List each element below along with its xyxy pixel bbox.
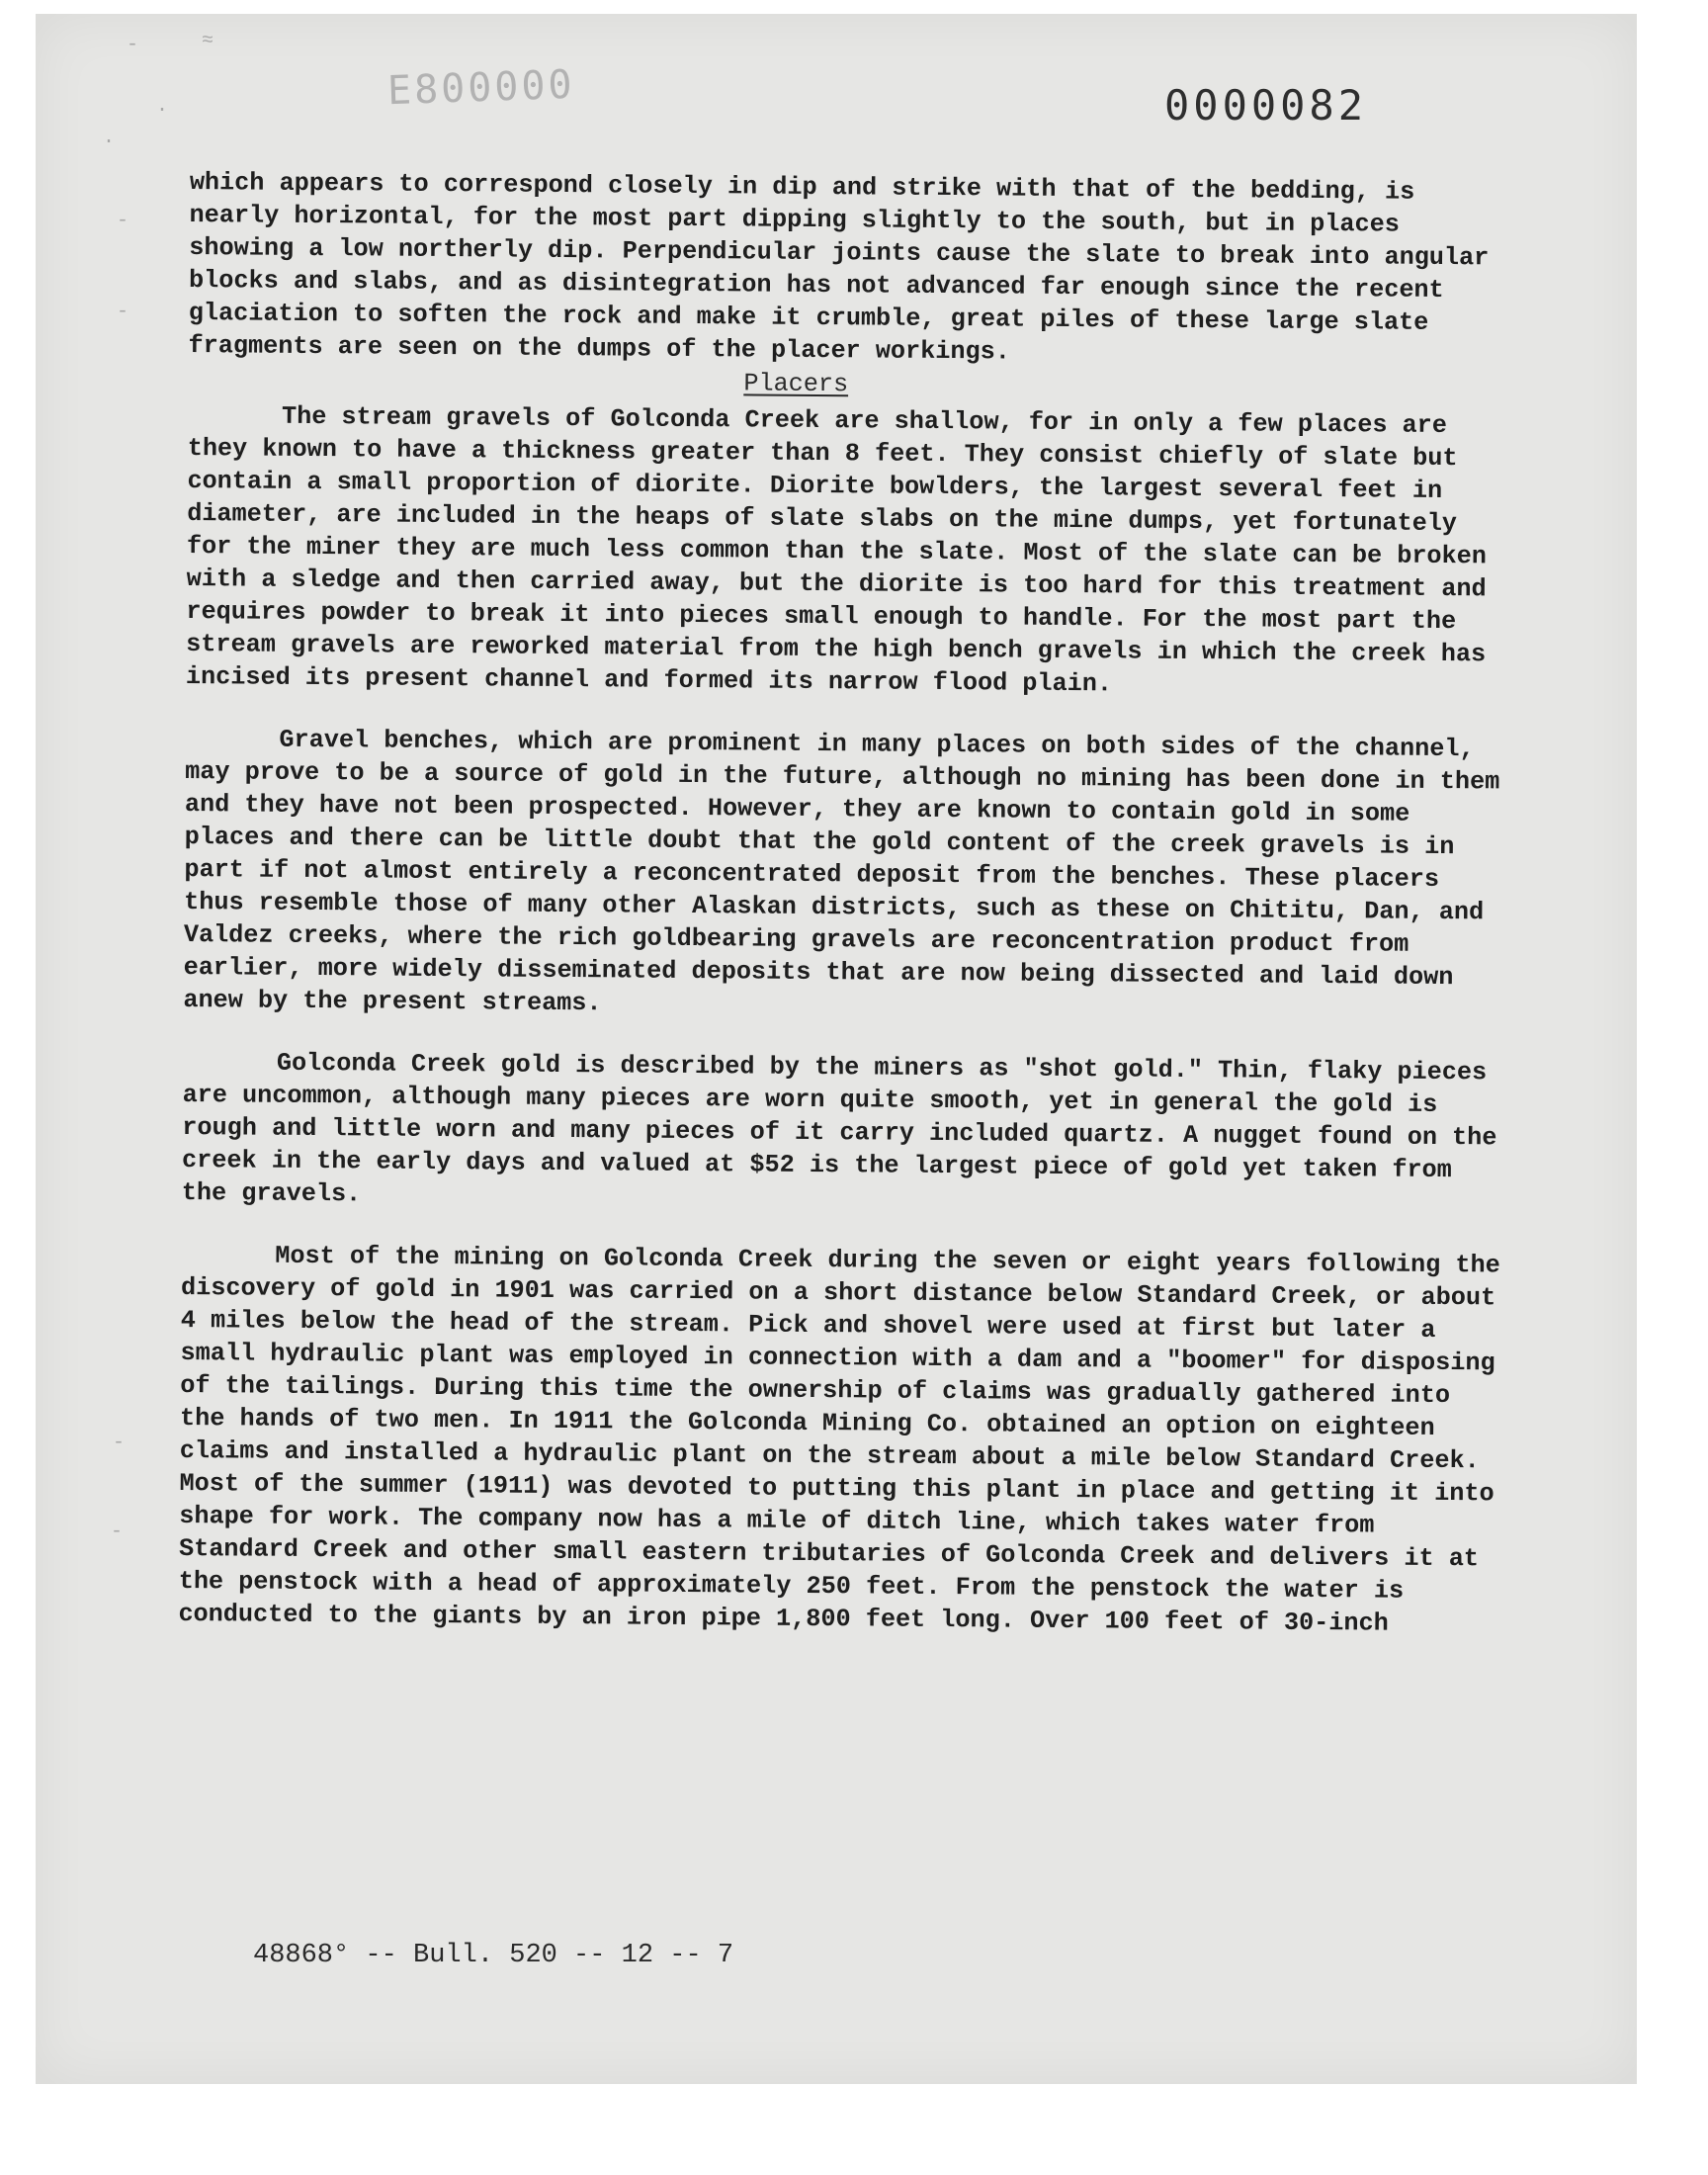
margin-mark: - xyxy=(117,301,129,323)
margin-mark: - xyxy=(113,1432,126,1454)
margin-mark: - xyxy=(111,1521,124,1543)
paragraph-stream-gravels: The stream gravels of Golconda Creek are shallow, for in only a few places are they known to have a thickness greater than 8 feet. They consist chiefly of slate but contain a small proportion of diorite. Diorite bowlders, the largest several feet in diameter, are included in the heaps of slate slabs on the mine dumps, yet fortunately for the miner they are much less common than the slate. Most of the slate can be broken with a sledge and then carried away, but the diorite is too hard for this treatment and requires powder to break it into pieces small enough to handle. For the most part the stream gravels are reworked material from the high bench gravels in which the creek has incised its present channel and formed its narrow flood plain. xyxy=(185,401,1488,699)
section-heading-text: Placers xyxy=(743,369,849,399)
document-body xyxy=(178,166,1514,1640)
document-stamp-left: E800000 xyxy=(386,61,576,115)
page-number-stamp: 0000082 xyxy=(1164,81,1368,130)
margin-mark: - xyxy=(117,210,129,232)
paragraph-gravel-benches: Gravel benches, which are prominent in many places on both sides of the channel, may prove to be a source of gold in the future, although no mining has been done in them and they have not been prospected. However, they are known to contain gold in some places and there can be little doubt that the gold content of the creek gravels is in part if not almost entirely a reconcentrated deposit from the benches. These placers thus resemble those of many other Alaskan districts, such as these on Chititu, Dan, and Valdez creeks, where the rich goldbearing gravels are reconcentration product from earlier, more widely disseminated deposits that are now being dissected and laid down anew by the present streams. xyxy=(183,725,1500,1018)
paragraph-shot-gold: Golconda Creek gold is described by the miners as "shot gold." Thin, flaky pieces are uncommon, although many pieces are worn quite smooth, yet in general the gold is rough and little worn and many pieces of it carry included quartz. A nugget found on the creek in the early days and valued at $52 is the largest piece of gold yet taken from the gravels. xyxy=(181,1048,1497,1209)
margin-mark: · xyxy=(103,130,116,153)
opening-paragraph: which appears to correspond closely in dip and strike with that of the bedding, is nearly horizontal, for the most part dipping slightly to the south, but in places showing a low northerly dip. Perpendicular joints cause the slate to break into angular blocks and slabs, and as disintegration has not advanced far enough since the recent glaciation to soften the rock and make it crumble, great piles of these large slate fragments are seen on the dumps of the placer workings. xyxy=(188,167,1490,367)
margin-mark: - xyxy=(127,34,139,56)
page-footer: 48868° -- Bull. 520 -- 12 -- 7 xyxy=(253,1941,734,1970)
margin-mark: ≈ xyxy=(202,30,214,52)
margin-mark: · xyxy=(156,99,169,122)
paragraph-mining-history: Most of the mining on Golconda Creek during the seven or eight years following the discovery of gold in 1901 was carried on a short distance below Standard Creek, or about 4 miles below the head of the stream. Pick and shovel were used at first but later a small hydraulic plant was employed in connection with a dam and a "boomer" for disposing of the tailings. During this time the ownership of claims was gradually gathered into the hands of two men. In 1911 the Golconda Mining Co. obtained an option on eighteen claims and installed a hydraulic plant on the stream about a mile below Standard Creek. Most of the summer (1911) was devoted to putting this plant in place and getting it into shape for work. The company now has a mile of ditch line, which takes water from Standard Creek and other small eastern tributaries of Golconda Creek and delivers it at the penstock with a head of approximately 250 feet. From the penstock the water is conducted to the giants by an iron pipe 1,800 feet long. Over 100 feet of 30-inch xyxy=(178,1241,1500,1638)
